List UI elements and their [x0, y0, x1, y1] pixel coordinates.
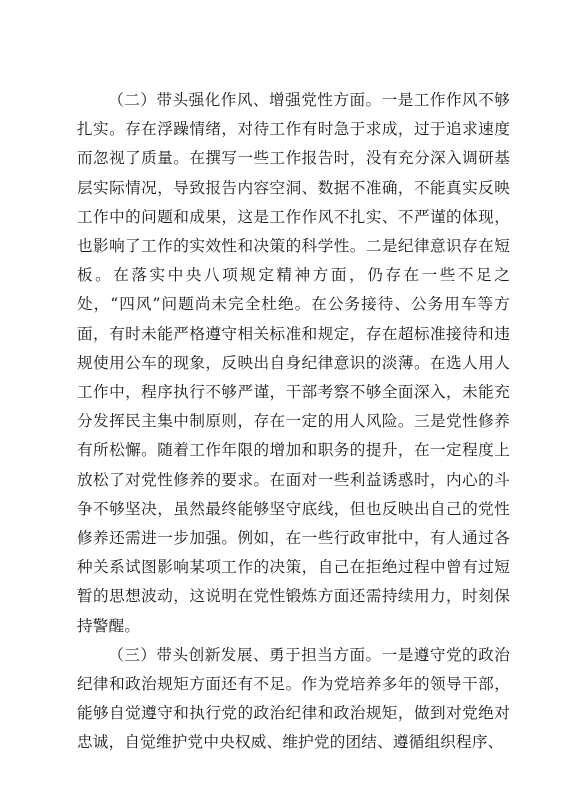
paragraph-section-two: （二）带头强化作风、增强党性方面。一是工作作风不够扎实。存在浮躁情绪，对待工作有时急于求成，过于追求速度而忽视了质量。在撰写一些工作报告时，没有充分深入调研基层实际情况，导致报告内容空洞、数据不准确，不能真实反映工作中的问题和成果，这是工作作风不扎实、不严谨的体现，也影响了工作的实效性和决策的科学性。二是纪律意识存在短板。在落实中央八项规定精神方面，仍存在一些不足之处，“四风”问题尚未完全杜绝。在公务接待、公务用车等方面，有时未能严格遵守相关标准和规定，存在超标准接待和违规使用公车的现象，反映出自身纪律意识的淡薄。在选人用人工作中，程序执行不够严谨，干部考察不够全面深入，未能充分发挥民主集中制原则，存在一定的用人风险。三是党性修养有所松懈。随着工作年限的增加和职务的提升，在一定程度上放松了对党性修养的要求。在面对一些利益诱惑时，内心的斗争不够坚决，虽然最终能够坚守底线，但也反映出自己的党性修养还需进一步加强。例如，在一些行政审批中，有人通过各种关系试图影响某项工作的决策，自己在拒绝过程中曾有过短暂的思想波动，这说明在党性锻炼方面还需持续用力，时刻保持警醒。 [77, 91, 510, 635]
paragraph-section-three: （三）带头创新发展、勇于担当方面。一是遵守党的政治纪律和政治规矩方面还有不足。作为党培养多年的领导干部，能够自觉遵守和执行党的政治纪律和政治规矩，做到对党绝对忠诚，自觉维护党中央权威、维护党的团结、遵循组织程序、 [77, 645, 510, 752]
